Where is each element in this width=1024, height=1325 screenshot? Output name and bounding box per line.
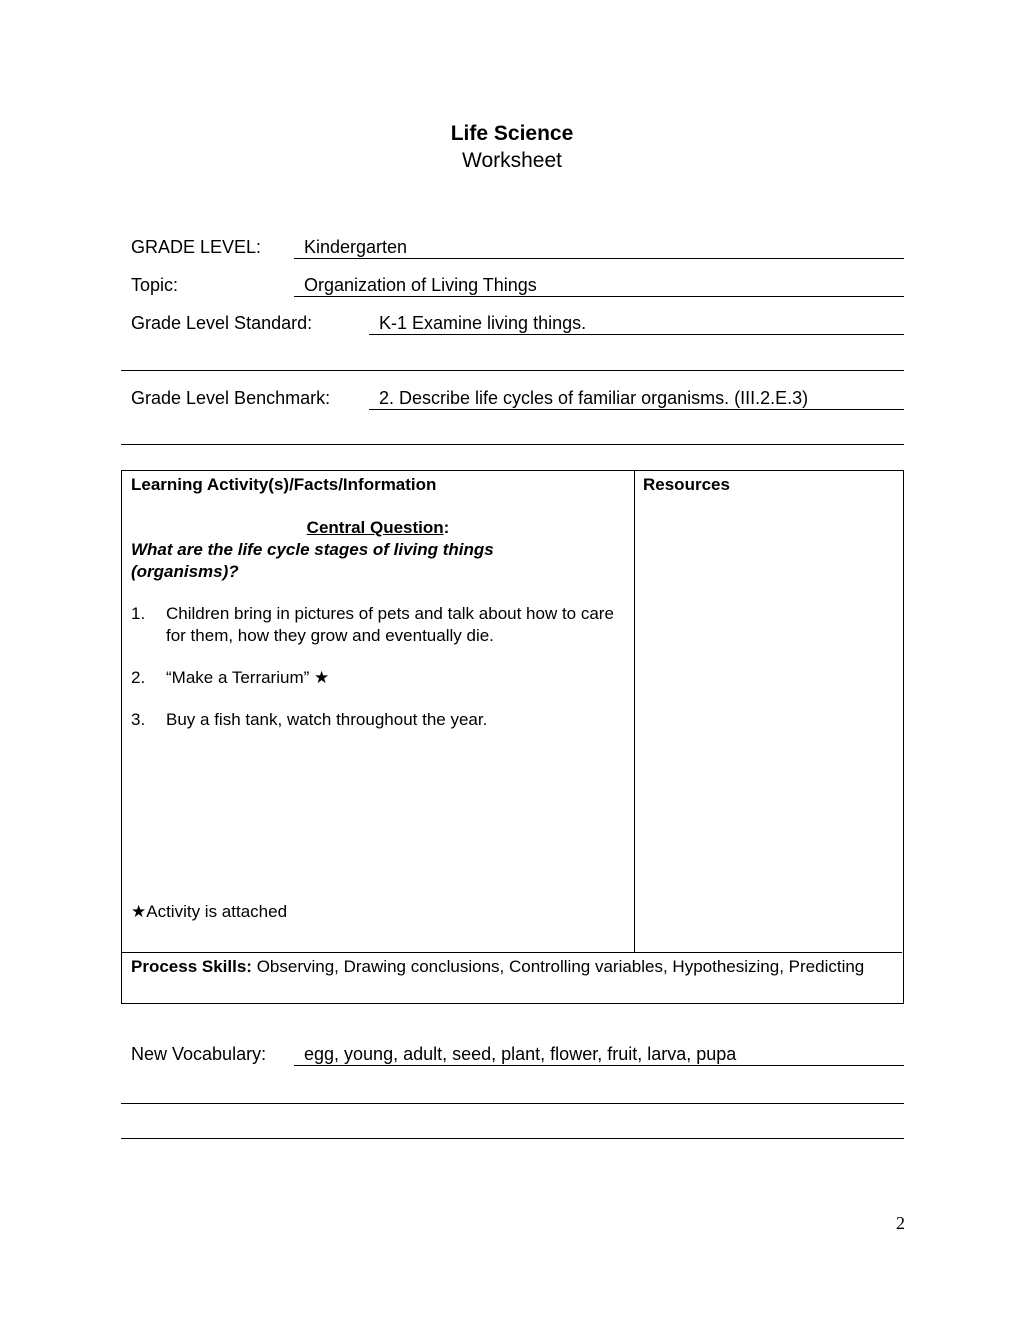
process-skills (131, 956, 891, 978)
resources-header: Resources (643, 475, 730, 494)
standard-label: Grade Level Standard: (131, 313, 313, 333)
activity-table (121, 470, 904, 1004)
process-skills-text: Observing, Drawing conclusions, Controlling variables, Hypothesizing, Predicting (251, 957, 865, 976)
activity-number-2: 2. (131, 668, 146, 687)
vocabulary-value: egg, young, adult, seed, plant, flower, fruit, larva, pupa (294, 1043, 904, 1066)
standard-value: K-1 Examine living things. (369, 312, 904, 335)
central-question-colon: : (443, 518, 450, 537)
vocabulary-line-2 (121, 1103, 904, 1104)
standard-continuation-line (121, 370, 904, 371)
activity-number-1: 1. (131, 604, 146, 623)
column-divider (634, 471, 635, 952)
topic-label: Topic: (131, 275, 179, 295)
worksheet-subtitle: Worksheet (462, 149, 562, 172)
benchmark-continuation-line (121, 444, 904, 445)
process-skills-label: Process Skills: (131, 957, 252, 976)
grade-level-label: GRADE LEVEL: (131, 237, 262, 257)
activity-number-3: 3. (131, 710, 146, 729)
vocabulary-line-3 (121, 1138, 904, 1139)
activity-text-2: “Make a Terrarium” ★ (166, 668, 330, 687)
central-question-heading (122, 517, 634, 539)
topic-value: Organization of Living Things (294, 274, 904, 297)
worksheet-title: Life Science (450, 122, 574, 145)
activity-footnote: ★Activity is attached (131, 902, 288, 921)
vocabulary-label: New Vocabulary: (131, 1044, 267, 1064)
grade-level-value: Kindergarten (294, 236, 904, 259)
activity-text-1: Children bring in pictures of pets and talk about how to care for them, how they grow and eventually die. (166, 604, 614, 645)
row-divider (122, 952, 902, 953)
benchmark-label: Grade Level Benchmark: (131, 388, 331, 408)
central-question-label: Central Question (306, 518, 444, 537)
benchmark-value: 2. Describe life cycles of familiar organisms. (III.2.E.3) (369, 387, 904, 410)
central-question-text: What are the life cycle stages of living things (organisms)? (131, 540, 494, 581)
page-number: 2 (896, 1213, 905, 1233)
learning-activity-header: Learning Activity(s)/Facts/Information (131, 475, 437, 494)
activity-text-3: Buy a fish tank, watch throughout the year. (166, 710, 488, 729)
